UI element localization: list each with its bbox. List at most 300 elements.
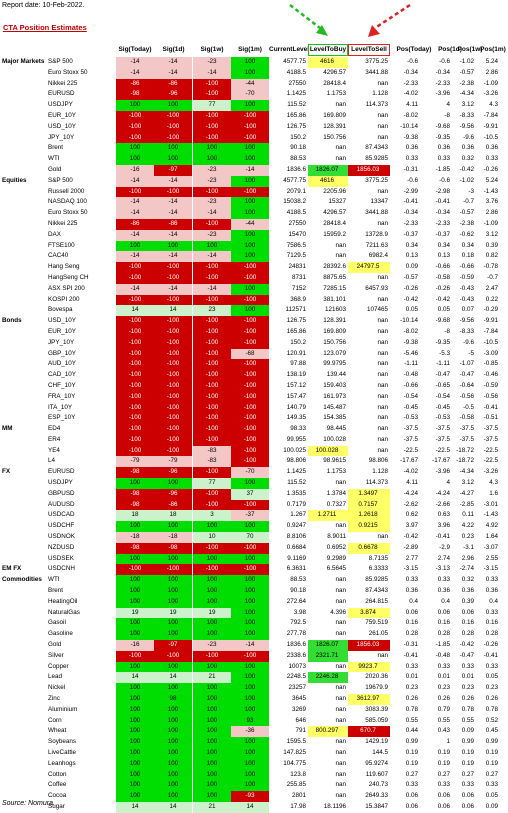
- signal-cell: -70: [231, 89, 269, 100]
- value-cell: 3.76: [485, 198, 498, 206]
- section-label: [2, 759, 52, 770]
- signal-cell: -100: [231, 370, 269, 381]
- value-cell: nan: [335, 252, 346, 260]
- value-cell: 4188.5: [286, 68, 306, 76]
- table-row: [0, 68, 500, 79]
- value-cell: -10.5: [483, 338, 498, 346]
- value-cell: nan: [377, 360, 388, 368]
- instrument-name: YE4: [48, 446, 60, 454]
- value-cell: -0.7: [487, 273, 498, 281]
- value-cell: -8.33: [459, 111, 474, 119]
- signal-cell: 100: [193, 694, 231, 705]
- signal-cell: -14: [116, 68, 154, 79]
- table-row: [0, 716, 500, 727]
- table-row: [0, 510, 500, 521]
- value-cell: 0.23: [485, 684, 498, 692]
- value-cell: 0.33: [485, 781, 498, 789]
- signal-cell: -14: [231, 165, 269, 176]
- buy-arrow-icon: [290, 5, 328, 36]
- value-cell: nan: [377, 111, 388, 119]
- value-cell: 0.07: [461, 306, 474, 314]
- value-cell: 2.77: [405, 554, 418, 562]
- value-cell: 0.05: [485, 792, 498, 800]
- table-row: [0, 424, 500, 435]
- value-cell: -4.27: [459, 489, 474, 497]
- signal-cell: -100: [231, 327, 269, 338]
- value-cell: -2.89: [403, 543, 418, 551]
- value-cell: -0.26: [483, 641, 498, 649]
- value-cell: 114.373: [365, 479, 388, 487]
- signal-cell: 100: [116, 521, 154, 532]
- value-cell: 0.33: [437, 155, 450, 163]
- value-cell: 0.34: [461, 241, 474, 249]
- value-cell: 3.98: [293, 608, 306, 616]
- signal-cell: -100: [231, 133, 269, 144]
- value-cell: 0.19: [461, 749, 474, 756]
- value-cell: -2.38: [459, 79, 474, 87]
- value-cell: nan: [335, 759, 346, 767]
- value-cell: 261.05: [368, 630, 388, 638]
- signal-cell: 100: [154, 618, 192, 629]
- table-row: [0, 780, 500, 791]
- value-cell: -0.29: [483, 306, 498, 314]
- section-label: Major Markets: [2, 58, 45, 65]
- table-row: [0, 694, 500, 705]
- value-cell: -9.38: [403, 338, 418, 346]
- signal-cell: -100: [116, 370, 154, 381]
- value-cell: 0.09: [405, 263, 418, 271]
- value-cell: nan: [335, 101, 346, 109]
- value-cell: 0.78: [405, 705, 418, 713]
- value-cell: 4: [446, 479, 450, 487]
- section-label: [2, 241, 52, 252]
- table-row: [0, 672, 500, 683]
- value-cell: 0.26: [437, 695, 450, 703]
- value-cell: 19679.9: [365, 684, 388, 692]
- value-cell: 0.62: [405, 511, 418, 519]
- value-cell: 126.75: [286, 317, 306, 325]
- value-cell: -0.62: [459, 230, 474, 238]
- value-cell: 0.01: [437, 673, 450, 681]
- instrument-name: S&P 500: [48, 58, 73, 65]
- value-cell: nan: [335, 770, 346, 778]
- signal-cell: -100: [116, 359, 154, 370]
- value-cell: 0.19: [485, 759, 498, 767]
- value-cell: -1.11: [436, 360, 450, 368]
- value-cell: 87.4343: [365, 144, 388, 152]
- section-label: [2, 262, 52, 273]
- table-row: [0, 338, 500, 349]
- section-label: [2, 305, 52, 316]
- value-cell: -2.99: [403, 187, 418, 195]
- signal-cell: 77: [193, 100, 231, 111]
- value-cell: -9.56: [459, 122, 474, 130]
- value-cell: 7211.63: [365, 241, 388, 249]
- value-cell: 0.55: [437, 716, 450, 724]
- table-row: [0, 370, 500, 381]
- value-cell: -9.6: [463, 133, 474, 141]
- section-label: [2, 165, 52, 176]
- instrument-name: CHF_10Y: [48, 381, 76, 389]
- value-cell: -0.41: [403, 198, 418, 206]
- table-row: [0, 251, 500, 262]
- signal-cell: -14: [116, 230, 154, 241]
- section-label: [2, 532, 52, 543]
- value-cell: 1836.6: [286, 165, 306, 173]
- signal-cell: 100: [116, 143, 154, 154]
- section-label: [2, 154, 52, 165]
- section-label: [2, 629, 52, 640]
- value-cell: 2248.5: [286, 673, 306, 681]
- signal-cell: -36: [231, 726, 269, 737]
- value-cell: 88.53: [290, 576, 306, 584]
- value-cell: nan: [335, 705, 346, 713]
- signal-cell: -83: [193, 446, 231, 457]
- signal-cell: 100: [231, 57, 269, 68]
- signal-cell: -100: [193, 295, 231, 306]
- signal-cell: -44: [231, 79, 269, 90]
- header-sig-1w: Sig(1w): [200, 46, 224, 53]
- signal-cell: 100: [154, 748, 192, 759]
- section-label: [2, 111, 52, 122]
- value-cell: 0.63: [437, 511, 450, 519]
- value-cell: 6.5645: [326, 565, 346, 573]
- table-row: [0, 748, 500, 759]
- signal-cell: 100: [154, 791, 192, 802]
- value-cell: -0.26: [435, 284, 450, 292]
- value-cell: nan: [377, 651, 388, 659]
- value-cell: -37.5: [459, 435, 474, 443]
- instrument-name: CAD_10Y: [48, 371, 77, 379]
- signal-cell: 100: [193, 726, 231, 737]
- value-cell: 0.22: [485, 295, 498, 303]
- signal-cell: 19: [154, 608, 192, 619]
- value-cell: -4.34: [459, 468, 474, 476]
- value-cell: -3.15: [403, 565, 418, 573]
- value-cell: -0.7: [463, 198, 474, 206]
- signal-cell: -100: [154, 413, 192, 424]
- value-cell: 2801: [291, 792, 306, 800]
- value-cell: -0.47: [459, 371, 474, 379]
- signal-cell: -23: [193, 176, 231, 187]
- table-row: [0, 187, 500, 198]
- value-cell: 6.3333: [368, 565, 388, 573]
- signal-cell: -100: [154, 370, 192, 381]
- instrument-name: JPY_10Y: [48, 338, 75, 346]
- value-cell: -9.56: [459, 317, 474, 325]
- signal-cell: -100: [231, 424, 269, 435]
- signal-cell: 100: [154, 241, 192, 252]
- value-cell: 1595.5: [286, 738, 306, 746]
- value-cell: 792.5: [290, 619, 306, 627]
- signal-cell: -44: [231, 219, 269, 230]
- value-cell: 18.1196: [323, 802, 346, 810]
- value-cell: 1.128: [372, 468, 388, 476]
- instrument-name: USDCHF: [48, 522, 75, 530]
- signal-cell: -93: [231, 791, 269, 802]
- value-cell: 0.55: [461, 716, 474, 724]
- section-label: [2, 251, 52, 262]
- signal-cell: -14: [154, 230, 192, 241]
- value-cell: 112571: [285, 306, 306, 314]
- signal-cell: 18: [116, 510, 154, 521]
- signal-cell: -98: [116, 543, 154, 554]
- value-cell: 2.86: [485, 209, 498, 217]
- section-label: [2, 478, 52, 489]
- value-cell: 4577.75: [283, 58, 306, 65]
- value-cell: 0.39: [485, 241, 498, 249]
- value-cell: nan: [377, 133, 388, 141]
- instrument-name: FTSE100: [48, 241, 75, 249]
- value-cell: 0.36: [405, 144, 418, 152]
- value-cell: -0.47: [459, 651, 474, 659]
- value-cell: 115.52: [287, 479, 306, 487]
- value-cell: 0.16: [437, 619, 450, 627]
- value-cell: 0.09: [461, 727, 474, 735]
- header-sig-1m: Sig(1m): [238, 46, 262, 53]
- table-row: [0, 273, 500, 284]
- table-row: [0, 662, 500, 673]
- instrument-name: Zinc: [48, 695, 60, 703]
- table-row: [0, 554, 500, 565]
- value-cell: -1.02: [459, 58, 474, 65]
- value-cell: -0.41: [435, 533, 450, 541]
- signal-cell: -86: [154, 500, 192, 511]
- value-cell: nan: [335, 587, 346, 595]
- value-cell: 1.1753: [326, 468, 346, 476]
- section-label: [2, 683, 52, 694]
- section-label: [2, 456, 52, 467]
- section-label: [2, 586, 52, 597]
- section-label: [2, 662, 52, 673]
- value-cell: -0.54: [403, 392, 418, 400]
- value-cell: 1.1425: [286, 90, 306, 98]
- value-cell: 128.391: [323, 122, 346, 130]
- section-label: MM: [2, 425, 13, 433]
- value-cell: 0.13: [405, 252, 418, 260]
- value-cell: 6.3631: [286, 565, 306, 573]
- value-cell: -37.5: [403, 425, 418, 433]
- table-row: [0, 208, 500, 219]
- signal-cell: 100: [193, 759, 231, 770]
- value-cell: -3.01: [483, 500, 498, 508]
- value-cell: nan: [335, 684, 346, 692]
- signal-cell: -100: [193, 435, 231, 446]
- section-label: [2, 489, 52, 500]
- table-row: [0, 413, 500, 424]
- signal-cell: -100: [116, 413, 154, 424]
- value-cell: 169.809: [323, 111, 346, 119]
- value-cell: 0.23: [405, 684, 418, 692]
- value-cell: 123.079: [323, 349, 346, 357]
- value-cell: 28392.6: [323, 263, 346, 271]
- value-cell: nan: [335, 155, 346, 163]
- signal-cell: -100: [154, 424, 192, 435]
- instrument-name: Bovespa: [48, 306, 73, 314]
- value-cell: 144.5: [372, 749, 388, 756]
- signal-cell: -100: [193, 349, 231, 360]
- section-label: [2, 273, 52, 284]
- value-cell: 107465: [366, 306, 388, 314]
- value-cell: 0.06: [437, 802, 450, 810]
- signal-cell: -14: [193, 68, 231, 79]
- signal-cell: -16: [116, 165, 154, 176]
- value-cell: 15.3847: [365, 802, 388, 810]
- instrument-name: ITA_10Y: [48, 403, 73, 411]
- signal-cell: -100: [116, 111, 154, 122]
- signal-cell: 100: [231, 208, 269, 219]
- value-cell: 4188.5: [286, 209, 306, 217]
- signal-cell: -86: [116, 219, 154, 230]
- signal-cell: 100: [116, 100, 154, 111]
- value-cell: 0.82: [485, 252, 498, 260]
- value-cell: 1.64: [485, 533, 498, 541]
- value-cell: 0.4: [489, 597, 498, 605]
- value-cell: 381.101: [323, 295, 346, 303]
- section-label: [2, 68, 52, 79]
- signal-cell: 100: [116, 597, 154, 608]
- header-pos-1d: Pos(1d): [438, 46, 462, 53]
- value-cell: 3.874: [348, 608, 390, 619]
- signal-cell: -100: [231, 122, 269, 133]
- signal-cell: 14: [154, 305, 192, 316]
- signal-cell: 100: [231, 608, 269, 619]
- signal-cell: -100: [193, 79, 231, 90]
- signal-cell: 100: [231, 284, 269, 295]
- value-cell: -37.5: [403, 435, 418, 443]
- value-cell: -7.84: [483, 327, 498, 335]
- signal-cell: 100: [193, 705, 231, 716]
- signal-cell: 100: [231, 737, 269, 748]
- value-cell: 99.9795: [323, 360, 346, 368]
- instrument-name: Sugar: [48, 802, 65, 810]
- value-cell: -9.35: [435, 133, 450, 141]
- signal-cell: -100: [193, 381, 231, 392]
- signal-cell: -100: [193, 122, 231, 133]
- value-cell: 128.391: [323, 317, 346, 325]
- signal-cell: -14: [154, 208, 192, 219]
- instrument-name: Soybeans: [48, 738, 77, 746]
- value-cell: nan: [377, 533, 388, 541]
- value-cell: 0.33: [405, 662, 418, 670]
- instrument-name: CAC40: [48, 252, 69, 260]
- table-row: [0, 446, 500, 457]
- value-cell: 0.23: [461, 533, 474, 541]
- value-cell: nan: [377, 435, 388, 443]
- signal-cell: 100: [116, 726, 154, 737]
- value-cell: -0.41: [483, 403, 498, 411]
- signal-cell: -23: [193, 57, 231, 68]
- value-cell: -0.37: [403, 230, 418, 238]
- value-cell: 0.55: [405, 716, 418, 724]
- signal-cell: 100: [116, 618, 154, 629]
- value-cell: 6982.4: [368, 252, 388, 260]
- signal-cell: 14: [154, 672, 192, 683]
- value-cell: -0.6: [407, 176, 418, 184]
- signal-cell: 100: [193, 748, 231, 759]
- section-label: [2, 187, 52, 198]
- signal-cell: 100: [154, 586, 192, 597]
- signal-cell: 37: [231, 489, 269, 500]
- signal-cell: -100: [116, 564, 154, 575]
- value-cell: 126.75: [286, 122, 306, 130]
- signal-cell: 100: [231, 478, 269, 489]
- value-cell: 1.267: [290, 511, 306, 519]
- signal-cell: 100: [154, 662, 192, 673]
- signal-cell: 100: [231, 759, 269, 770]
- value-cell: 2205.96: [323, 187, 346, 195]
- value-cell: 0.45: [485, 727, 498, 735]
- instrument-name: KOSPI 200: [48, 295, 80, 303]
- value-cell: nan: [335, 144, 346, 152]
- value-cell: -0.53: [435, 414, 450, 422]
- signal-cell: -100: [193, 89, 231, 100]
- value-cell: -0.41: [483, 651, 498, 659]
- value-cell: -9.38: [403, 133, 418, 141]
- table-row: [0, 305, 500, 316]
- value-cell: 98.9615: [323, 457, 346, 465]
- value-cell: nan: [335, 716, 346, 724]
- value-cell: -5: [468, 349, 474, 357]
- value-cell: 3.12: [461, 479, 474, 487]
- signal-cell: 100: [231, 154, 269, 165]
- value-cell: 0.27: [405, 770, 418, 778]
- value-cell: -0.51: [483, 414, 498, 422]
- value-cell: nan: [335, 522, 346, 530]
- value-cell: 1.1425: [286, 468, 306, 476]
- value-cell: 7586.5: [286, 241, 306, 249]
- value-cell: -0.42: [403, 533, 418, 541]
- signal-cell: -100: [154, 338, 192, 349]
- value-cell: 0.28: [461, 630, 474, 638]
- value-cell: 240.73: [368, 781, 388, 789]
- table-row: [0, 618, 500, 629]
- value-cell: nan: [377, 446, 388, 454]
- value-cell: 2020.36: [365, 673, 388, 681]
- section-label: [2, 618, 52, 629]
- table-row: [0, 500, 500, 511]
- value-cell: 0.79: [437, 705, 450, 713]
- signal-cell: -100: [193, 370, 231, 381]
- section-label: [2, 543, 52, 554]
- signal-cell: -100: [193, 187, 231, 198]
- value-cell: 154.385: [323, 414, 346, 422]
- value-cell: -0.66: [435, 263, 450, 271]
- value-cell: -3.09: [483, 349, 498, 357]
- value-cell: 3.12: [485, 230, 498, 238]
- value-cell: -10.5: [483, 133, 498, 141]
- value-cell: 4.11: [406, 479, 418, 487]
- signal-cell: -98: [116, 89, 154, 100]
- value-cell: 0.23: [437, 684, 450, 692]
- value-cell: 15038.2: [283, 198, 306, 206]
- value-cell: 0.05: [405, 306, 418, 314]
- section-label: Commodities: [2, 576, 42, 584]
- instrument-name: Russell 2000: [48, 187, 85, 195]
- signal-cell: 100: [231, 197, 269, 208]
- section-label: [2, 284, 52, 295]
- signal-cell: -96: [154, 89, 192, 100]
- table-row: [0, 791, 500, 802]
- value-cell: -0.41: [403, 651, 418, 659]
- signal-cell: -100: [116, 392, 154, 403]
- value-cell: nan: [377, 381, 388, 389]
- value-cell: nan: [377, 338, 388, 346]
- value-cell: -0.78: [483, 263, 498, 271]
- value-cell: -0.26: [483, 165, 498, 173]
- instrument-name: Euro Stoxx 50: [48, 209, 88, 217]
- section-label: [2, 694, 52, 705]
